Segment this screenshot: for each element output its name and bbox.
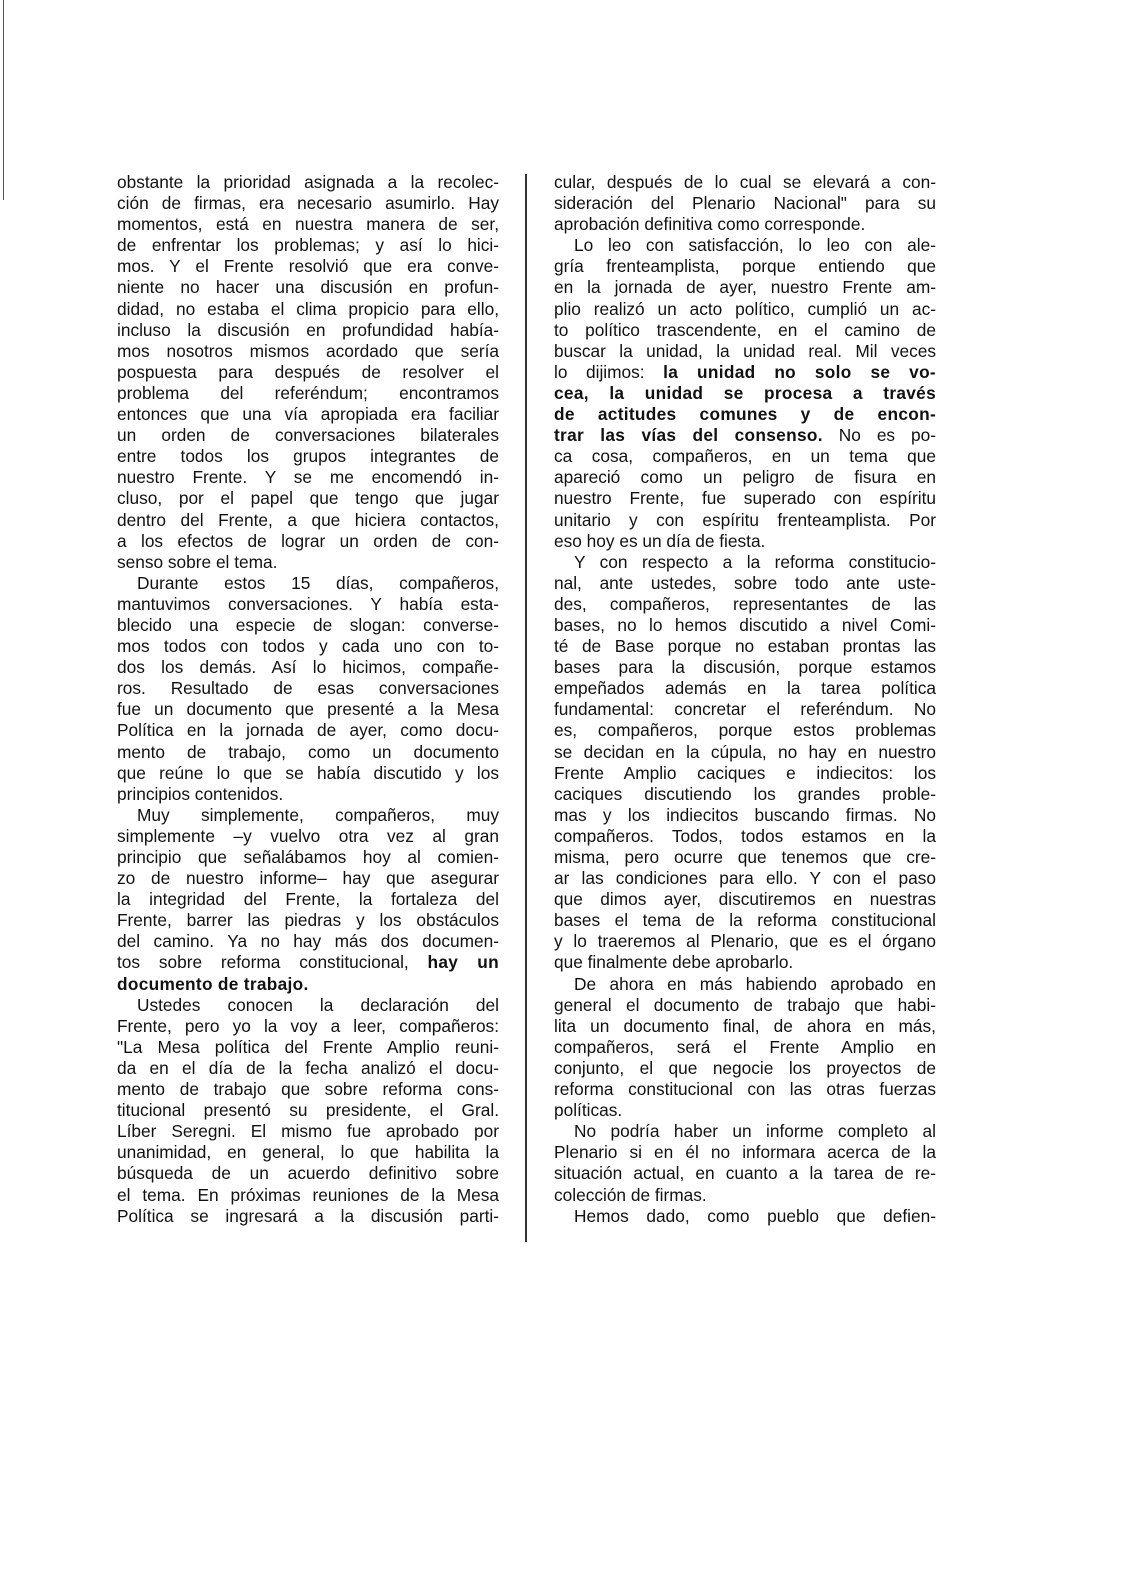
text-line: el tema. En próximas reuniones de la Mesa bbox=[117, 1184, 499, 1205]
text-line: da en el día de la fecha analizó el docu- bbox=[117, 1057, 499, 1078]
text-line: Política se ingresará a la discusión parti- bbox=[117, 1205, 499, 1226]
text-line: Líber Seregni. El mismo fue aprobado por bbox=[117, 1121, 499, 1142]
bold-text: de actitudes comunes y de encon- bbox=[554, 404, 936, 425]
text-line: Lo leo con satisfacción, lo leo con ale- bbox=[574, 235, 936, 256]
text-line: colección de firmas. bbox=[554, 1184, 707, 1205]
text-line: té de Base porque no estaban prontas las bbox=[554, 636, 936, 657]
text-line: bases, no lo hemos discutido a nivel Comi- bbox=[554, 614, 936, 635]
text-line: No podría haber un informe completo al bbox=[574, 1121, 936, 1142]
paragraph bbox=[554, 1121, 936, 1205]
text-line bbox=[117, 952, 499, 973]
text-line: incluso la discusión en profundidad había- bbox=[117, 319, 499, 340]
text-line: niente no hacer una discusión en profun- bbox=[117, 277, 499, 298]
text-line: De ahora en más habiendo aprobado en bbox=[574, 973, 936, 994]
text-line bbox=[117, 974, 499, 995]
paragraph bbox=[554, 172, 936, 235]
text-line: un orden de conversaciones bilaterales bbox=[117, 425, 499, 446]
text-line: des, compañeros, representantes de las bbox=[554, 593, 936, 614]
text-line: Frente Amplio caciques e indiecitos: los bbox=[554, 762, 936, 783]
text-column-left bbox=[117, 172, 499, 1227]
text-line: empeñados además en la tarea política bbox=[554, 678, 936, 699]
text-line: to político trascendente, en el camino de bbox=[554, 319, 936, 340]
text-line: que dimos ayer, discutiremos en nuestras bbox=[554, 889, 936, 910]
text-line: mento de trabajo que sobre reforma cons- bbox=[117, 1079, 499, 1100]
bold-text: trar las vías del consenso. bbox=[554, 425, 823, 446]
text-line: a los efectos de lograr un orden de con- bbox=[117, 530, 499, 551]
text-line: Ustedes conocen la declaración del bbox=[137, 994, 499, 1015]
text-line: sideración del Plenario Nacional" para su bbox=[554, 193, 936, 214]
text-line: ros. Resultado de esas conversaciones bbox=[117, 678, 499, 699]
text-line bbox=[554, 383, 936, 404]
text-line: zo de nuestro informe– hay que asegurar bbox=[117, 868, 499, 889]
text-segment: lo dijimos: bbox=[554, 361, 664, 382]
text-line: del camino. Ya no hay más dos documen- bbox=[117, 931, 499, 952]
text-line: ca cosa, compañeros, en un tema que bbox=[554, 446, 936, 467]
text-line: nuestro Frente. Y se me encomendó in- bbox=[117, 467, 499, 488]
paragraph bbox=[554, 1206, 936, 1227]
text-line: gría frenteamplista, porque entiendo que bbox=[554, 256, 936, 277]
text-line: cluso, por el papel que tengo que jugar bbox=[117, 488, 499, 509]
text-line: Hemos dado, como pueblo que defien- bbox=[574, 1205, 936, 1226]
text-line: dos los demás. Así lo hicimos, compañe- bbox=[117, 657, 499, 678]
text-line: entonces que una vía apropiada era faciliar bbox=[117, 404, 499, 425]
text-line: la integridad del Frente, la fortaleza del bbox=[117, 889, 499, 910]
text-line: ción de firmas, era necesario asumirlo. Hay bbox=[117, 193, 499, 214]
text-line: entre todos los grupos integrantes de bbox=[117, 446, 499, 467]
scan-edge-mark bbox=[3, 0, 4, 200]
text-line: fundamental: concretar el referéndum. No bbox=[554, 699, 936, 720]
text-line: que finalmente debe aprobarlo. bbox=[554, 952, 794, 973]
text-line bbox=[554, 404, 936, 425]
text-column-right bbox=[554, 172, 936, 1227]
text-line: misma, pero ocurre que tenemos que cre- bbox=[554, 847, 936, 867]
text-line: aprobación definitiva como corresponde. bbox=[554, 214, 866, 235]
text-line: buscar la unidad, la unidad real. Mil veces bbox=[554, 340, 936, 361]
text-line: que reúne lo que se había discutido y los bbox=[117, 762, 499, 783]
text-line: compañeros. Todos, todos estamos en la bbox=[554, 825, 936, 846]
paragraph bbox=[554, 974, 936, 1122]
text-line: cular, después de lo cual se elevará a con- bbox=[554, 172, 936, 192]
text-line: blecido una especie de slogan: converse- bbox=[117, 614, 499, 635]
text-line: Frente, pero yo la voy a leer, compañeros: bbox=[117, 1015, 499, 1036]
text-line: Y con respecto a la reforma constitucio- bbox=[574, 551, 936, 572]
text-line: Plenario si en él no informara acerca de la bbox=[554, 1142, 936, 1163]
text-line: Muy simplemente, compañeros, muy bbox=[137, 804, 499, 825]
text-line: senso sobre el tema. bbox=[117, 551, 278, 572]
bold-text: documento de trabajo. bbox=[117, 973, 309, 994]
bold-text: la unidad no solo se vo- bbox=[663, 361, 936, 382]
text-line: didad, no estaba el clima propicio para ello, bbox=[117, 298, 499, 319]
text-line: simplemente –y vuelvo otra vez al gran bbox=[117, 825, 499, 846]
text-line: lita un documento final, de ahora en más, bbox=[554, 1015, 936, 1036]
text-line: Política en la jornada de ayer, como docu- bbox=[117, 720, 499, 741]
paragraph bbox=[117, 573, 499, 805]
text-line: unitario y con espíritu frenteamplista. Por bbox=[554, 509, 936, 530]
text-line: titucional presentó su presidente, el Gral. bbox=[117, 1100, 499, 1121]
text-line: nuestro Frente, fue superado con espíritu bbox=[554, 488, 936, 509]
text-line: caciques discutiendo los grandes proble- bbox=[554, 783, 936, 804]
text-line: obstante la prioridad asignada a la recolec- bbox=[117, 172, 499, 192]
text-line: conjunto, el que negocie los proyectos de bbox=[554, 1057, 936, 1078]
text-line: se decidan en la cúpula, no hay en nuestro bbox=[554, 741, 936, 762]
text-line: dentro del Frente, a que hiciera contactos, bbox=[117, 509, 499, 530]
text-line: pospuesta para después de resolver el bbox=[117, 361, 499, 382]
text-line: mos. Y el Frente resolvió que era conve- bbox=[117, 256, 499, 277]
text-line: búsqueda de un acuerdo definitivo sobre bbox=[117, 1163, 499, 1184]
text-line: principios contenidos. bbox=[117, 783, 284, 804]
text-line: problema del referéndum; encontramos bbox=[117, 382, 499, 403]
text-line: fue un documento que presenté a la Mesa bbox=[117, 699, 499, 720]
text-line: políticas. bbox=[554, 1100, 623, 1121]
text-line: apareció como un peligro de fisura en bbox=[554, 467, 936, 488]
text-line: mos todos con todos y cada uno con to- bbox=[117, 636, 499, 657]
text-line: unanimidad, en general, lo que habilita la bbox=[117, 1142, 499, 1163]
text-line: ar las condiciones para ello. Y con el paso bbox=[554, 868, 936, 889]
text-line: en la jornada de ayer, nuestro Frente am- bbox=[554, 277, 936, 298]
text-line: de enfrentar los problemas; y así lo hici- bbox=[117, 235, 499, 256]
paragraph bbox=[554, 235, 936, 551]
text-line: situación actual, en cuanto a la tarea de re- bbox=[554, 1163, 936, 1184]
text-line: y lo traeremos al Plenario, que es el órgano bbox=[554, 931, 936, 952]
text-line: compañeros, será el Frente Amplio en bbox=[554, 1036, 936, 1057]
text-line: reforma constitucional con las otras fuerzas bbox=[554, 1079, 936, 1100]
text-line bbox=[554, 362, 936, 383]
text-line: principio que señalábamos hoy al comien- bbox=[117, 847, 499, 867]
text-line: es, compañeros, porque estos problemas bbox=[554, 720, 936, 741]
text-line: Durante estos 15 días, compañeros, bbox=[137, 572, 499, 593]
text-line: plio realizó un acto político, cumplió un ac- bbox=[554, 298, 936, 319]
text-line: bases para la discusión, porque estamos bbox=[554, 657, 936, 678]
column-divider bbox=[525, 174, 527, 1242]
text-line: mantuvimos conversaciones. Y había esta- bbox=[117, 593, 499, 614]
text-line: "La Mesa política del Frente Amplio reuni- bbox=[117, 1036, 499, 1057]
text-segment: tos sobre reforma constitucional, bbox=[117, 952, 428, 973]
text-line: mas y los indiecitos buscando firmas. No bbox=[554, 804, 936, 825]
text-line: momentos, está en nuestra manera de ser, bbox=[117, 214, 499, 235]
text-line: bases el tema de la reforma constitucional bbox=[554, 910, 936, 931]
paragraph bbox=[117, 805, 499, 995]
bold-text: cea, la unidad se procesa a través bbox=[554, 382, 936, 403]
text-line bbox=[554, 425, 936, 446]
text-segment: No es po- bbox=[822, 425, 937, 446]
text-line: mos nosotros mismos acordado que sería bbox=[117, 340, 499, 361]
text-line: mento de trabajo, como un documento bbox=[117, 741, 499, 762]
paragraph bbox=[554, 552, 936, 974]
text-line: general el documento de trabajo que habi- bbox=[554, 994, 936, 1015]
paragraph bbox=[117, 995, 499, 1227]
bold-text: hay un bbox=[427, 952, 499, 973]
paragraph bbox=[117, 172, 499, 573]
text-line: nal, ante ustedes, sobre todo ante uste- bbox=[554, 572, 936, 593]
text-line: Frente, barrer las piedras y los obstáculos bbox=[117, 910, 499, 931]
text-line: eso hoy es un día de fiesta. bbox=[554, 530, 766, 551]
